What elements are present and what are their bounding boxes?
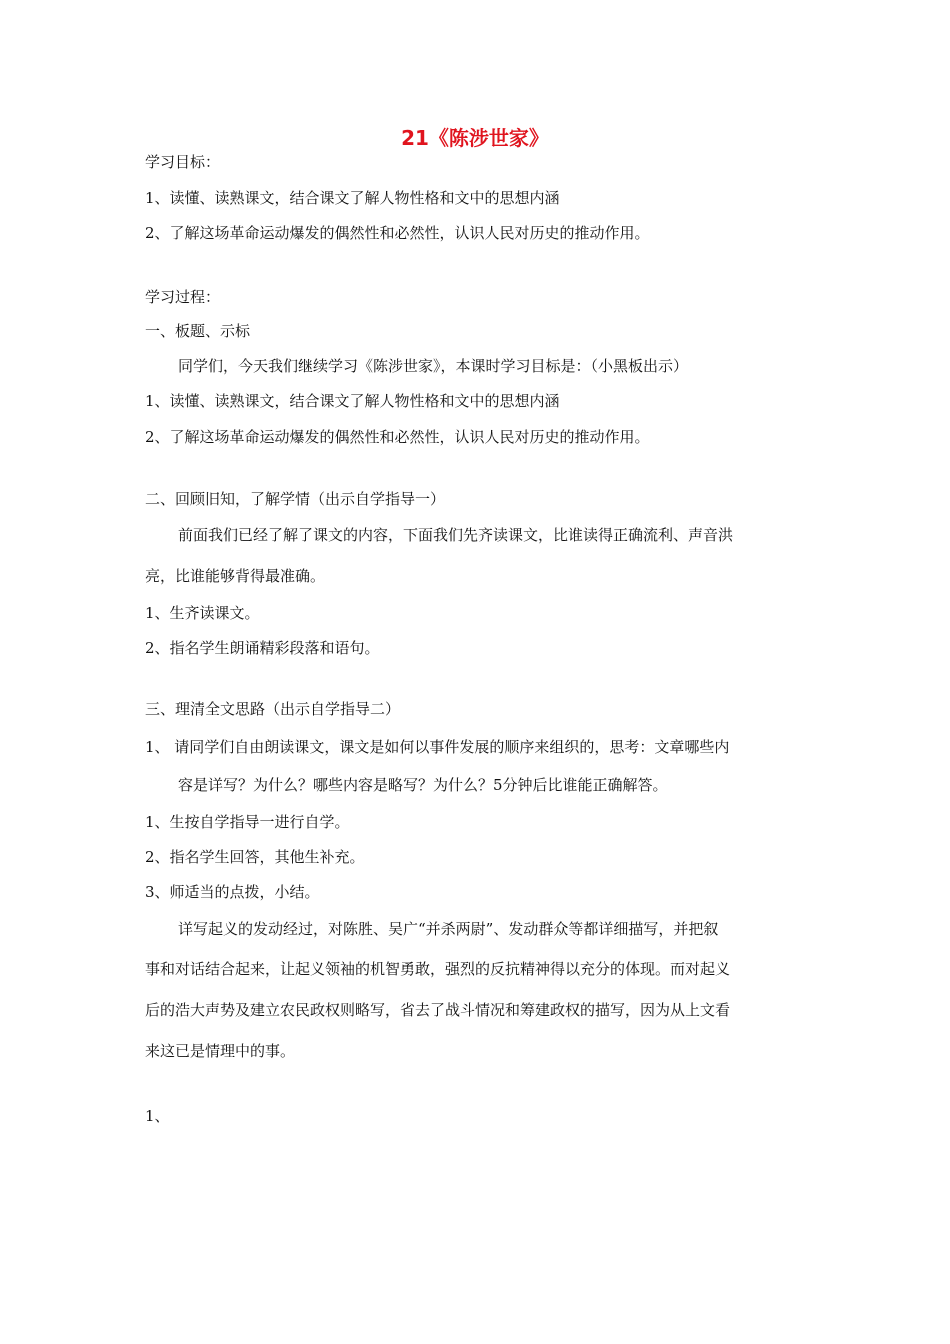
section-1-item-1: 1、读懂、读熟课文，结合课文了解人物性格和文中的思想内涵 (145, 392, 560, 410)
section-3-paragraph-line-4: 来这已是情理中的事。 (145, 1042, 296, 1060)
section-3-heading: 三、理清全文思路（出示自学指导二） (145, 700, 401, 718)
section-3-item-1: 1、生按自学指导一进行自学。 (145, 813, 350, 831)
section-2-heading: 二、回顾旧知，了解学情（出示自学指导一） (145, 490, 446, 508)
section-3-question-line-2: 容是详写？为什么？哪些内容是略写？为什么？5分钟后比谁能正确解答。 (178, 776, 668, 794)
section-3-item-3: 3、师适当的点拨，小结。 (145, 883, 320, 901)
section-2-item-2: 2、指名学生朗诵精彩段落和语句。 (145, 639, 380, 657)
section-1-paragraph: 同学们，今天我们继续学习《陈涉世家》，本课时学习目标是：（小黑板出示） (178, 357, 689, 375)
section-3-paragraph-line-1: 详写起义的发动经过，对陈胜、吴广“并杀两尉”、发动群众等都详细描写，并把叙 (178, 920, 719, 938)
section-3-paragraph-line-2: 事和对话结合起来，让起义领袖的机智勇敢，强烈的反抗精神得以充分的体现。而对起义 (145, 960, 731, 978)
process-heading: 学习过程： (145, 288, 221, 306)
trailing-list-item: 1、 (145, 1107, 170, 1125)
section-2-paragraph-line-1: 前面我们已经了解了课文的内容，下面我们先齐读课文，比谁读得正确流利、声音洪 (178, 526, 734, 544)
section-3-question-line-1: 1、 请同学们自由朗读课文，课文是如何以事件发展的顺序来组织的，思考：文章哪些内 (145, 738, 730, 756)
section-3-item-2: 2、指名学生回答，其他生补充。 (145, 848, 365, 866)
section-1-item-2: 2、了解这场革命运动爆发的偶然性和必然性，认识人民对历史的推动作用。 (145, 428, 650, 446)
document-title: 21《陈涉世家》 (401, 126, 549, 150)
objectives-heading: 学习目标： (145, 153, 221, 171)
section-3-paragraph-line-3: 后的浩大声势及建立农民政权则略写，省去了战斗情况和筹建政权的描写，因为从上文看 (145, 1001, 731, 1019)
objective-item-2: 2、了解这场革命运动爆发的偶然性和必然性，认识人民对历史的推动作用。 (145, 224, 650, 242)
section-2-paragraph-line-2: 亮，比谁能够背得最准确。 (145, 567, 326, 585)
objective-item-1: 1、读懂、读熟课文，结合课文了解人物性格和文中的思想内涵 (145, 189, 560, 207)
section-2-item-1: 1、生齐读课文。 (145, 604, 260, 622)
section-1-heading: 一、板题、示标 (145, 322, 251, 340)
